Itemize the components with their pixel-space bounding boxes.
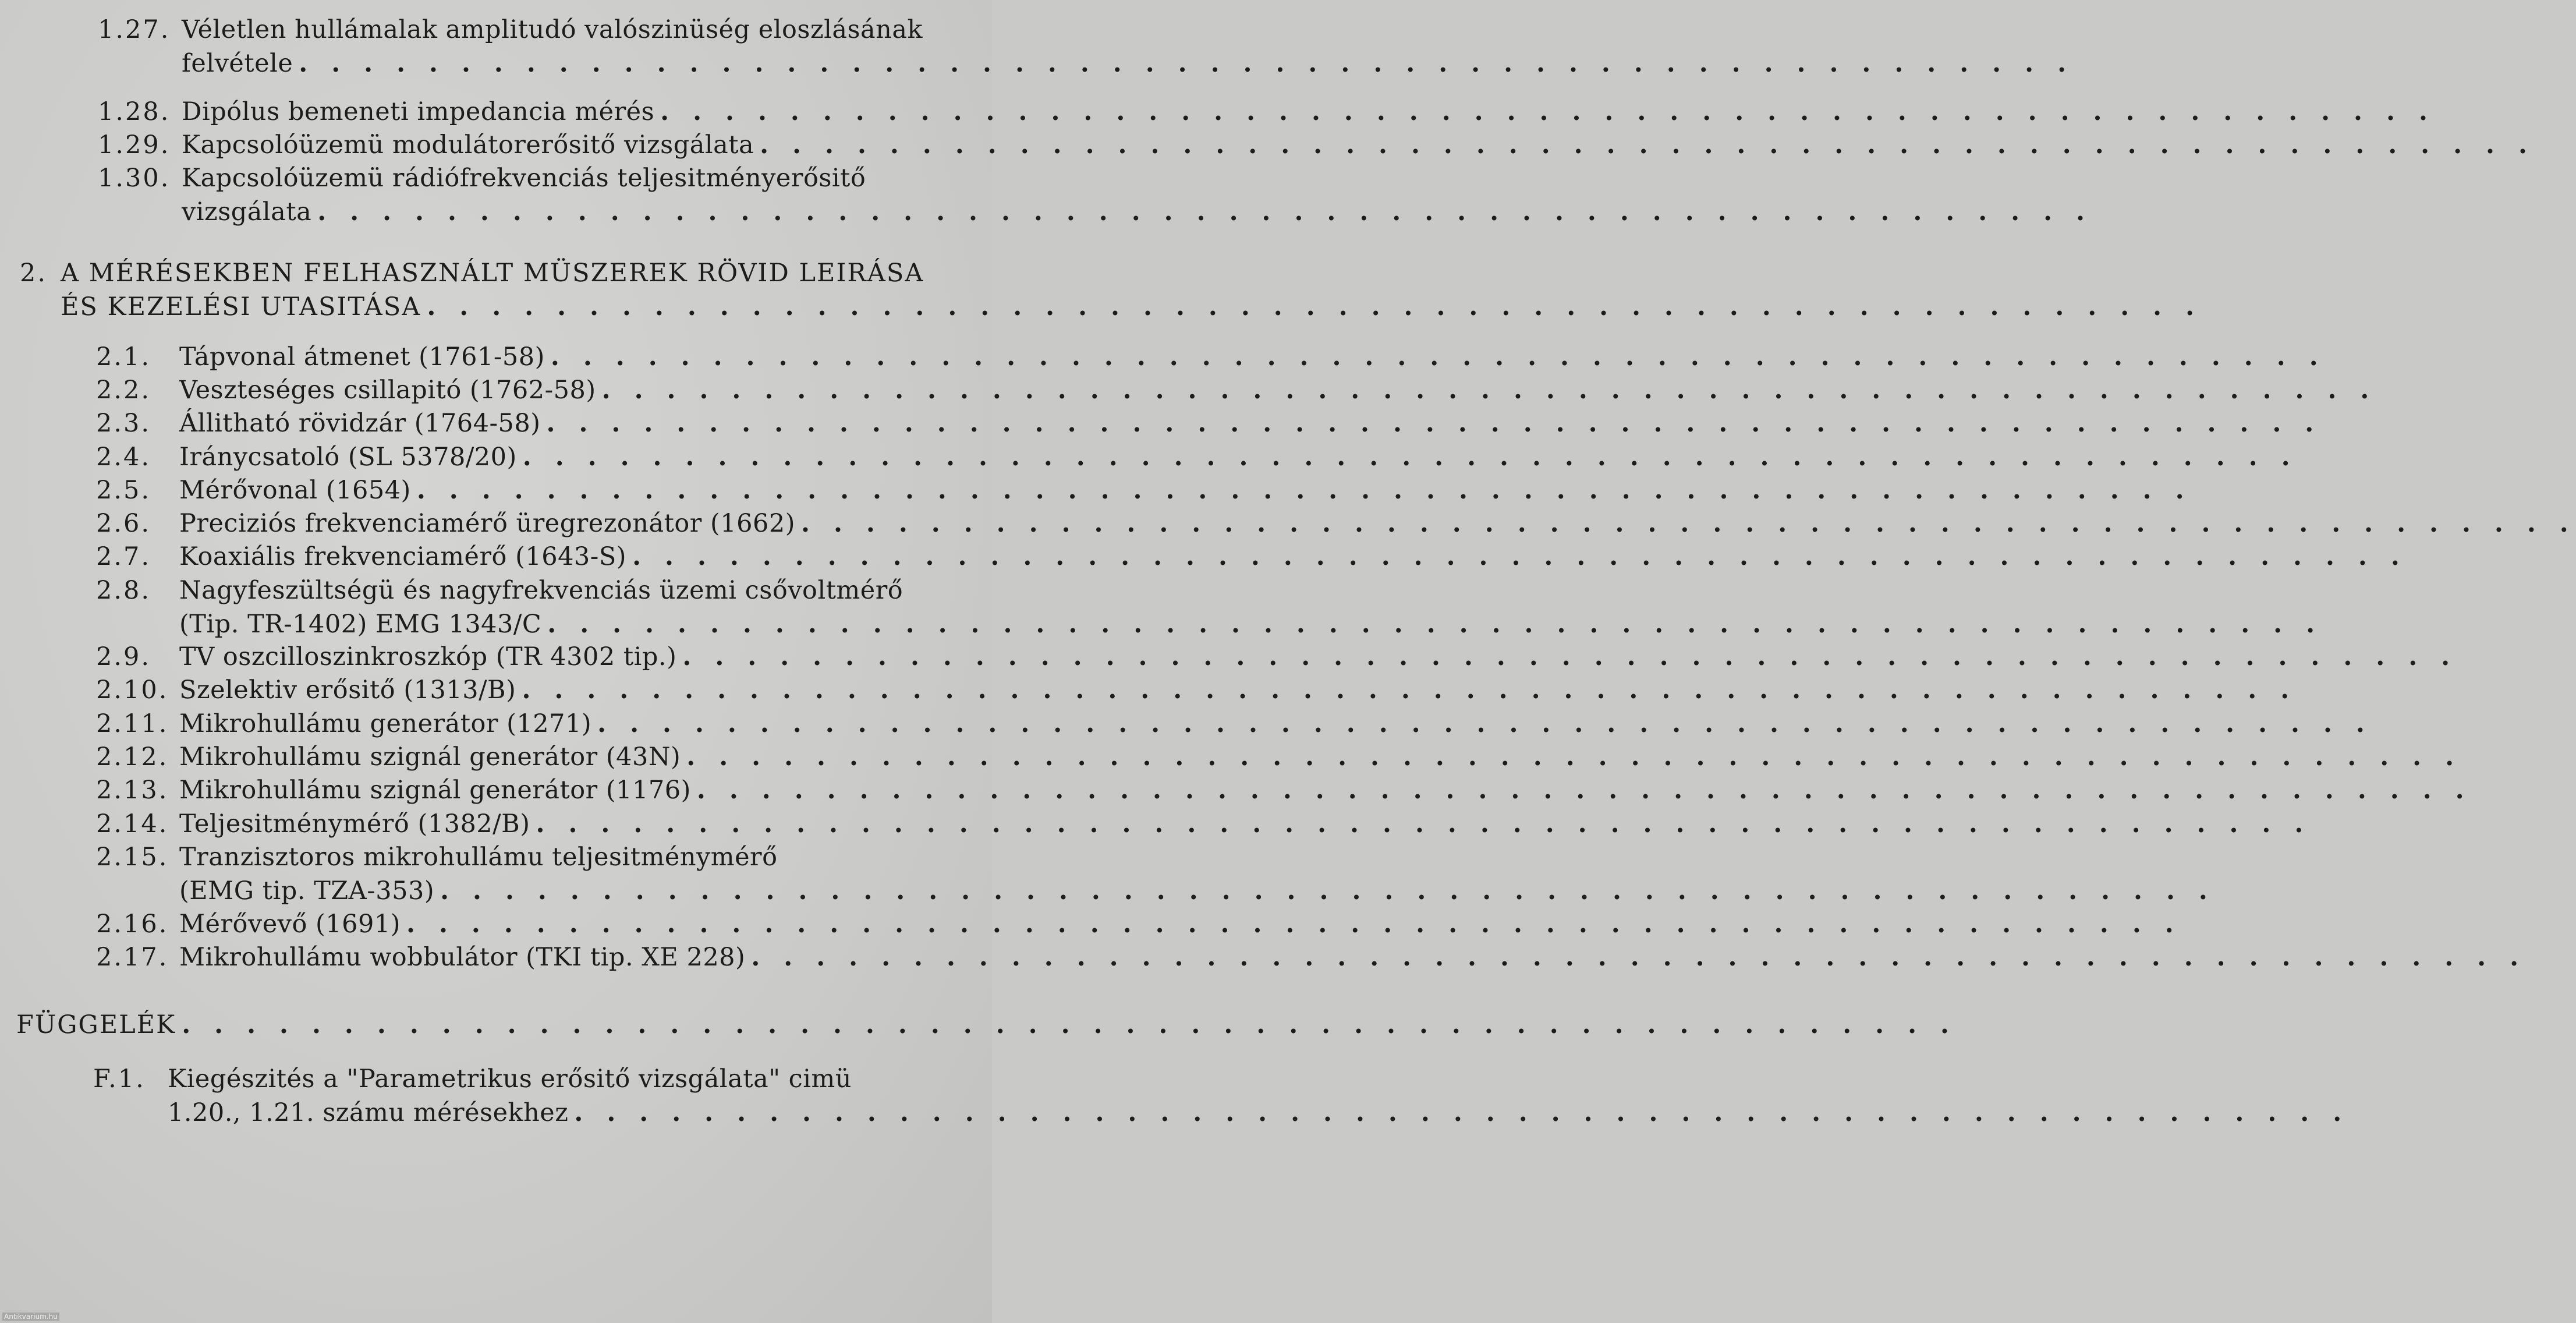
entry-title-line: (Tip. TR-1402) EMG 1343/C	[179, 610, 542, 639]
entry-title-line: Preciziós frekvenciamérő üregrezonátor (1662)	[179, 509, 795, 538]
dot-leader: . . . . . . . . . . . . . . . . . . . . . . . . . . . . . . . . . . . . . . . . . . . . . . . . . . . . . . .	[416, 476, 2192, 505]
dot-leader: . . . . . . . . . . . . . . . . . . . . . . . . . . . . . . . . . . . . . . . . . . . . . . . . . . . . . . .	[547, 610, 2323, 639]
entry-number: 2.1.	[96, 342, 151, 372]
entry-title-line: Veszteséges csillapitó (1762-58)	[179, 376, 596, 405]
dot-leader: . . . . . . . . . . . . . . . . . . . . . . . . . . . . . . . . . . . . . . . . . . . . . . . . . . . . . . .	[299, 49, 2074, 78]
dot-leader: . . . . . . . . . . . . . . . . . . . . . . . . . . . . . . . . . . . . . . . . . . . . . . . . . . . . . . .	[660, 97, 2435, 126]
entry-title-line: Iránycsatoló (SL 5378/20)	[179, 443, 517, 472]
appendix-title: FÜGGELÉK	[16, 1010, 176, 1039]
dot-leader: . . . . . . . . . . . . . . . . . . . . . . . . . . . . . . . . . . . . . . . . . . . . . . . . . . . . . . .	[546, 409, 2322, 438]
entry-title-line: Kiegészités a "Parametrikus erősitő vizsgálata" cimü	[168, 1064, 852, 1094]
entry-title-line: Dipólus bemeneti impedancia mérés	[182, 97, 655, 126]
entry-number: 2.5.	[96, 476, 151, 505]
dot-leader: . . . . . . . . . . . . . . . . . . . . . . . . . . . . . . . . . . . . . . . . . . . . . . . . . . . . . . .	[751, 943, 2527, 972]
entry-number: 2.8.	[96, 576, 151, 605]
entry-number: 2.11.	[96, 709, 169, 738]
entry-title-line: 1.20., 1.21. számu mérésekhez	[168, 1098, 569, 1127]
entry-title-line: Kapcsolóüzemü rádiófrekvenciás teljesitményerősitő	[182, 164, 866, 193]
entry-title-line: Szelektiv erősitő (1313/B)	[179, 675, 516, 705]
entry-title-line: (EMG tip. TZA-353)	[179, 876, 435, 905]
entry-number: F.1.	[93, 1064, 146, 1094]
entry-number: 2.17.	[96, 943, 169, 972]
watermark: Antikvarium.hu	[2, 1313, 59, 1321]
appendix-heading	[16, 1008, 1957, 1042]
dot-leader: . . . . . . . . . . . . . . . . . . . . . . . . . . . . . . . . . . . . . . . . . . . . . . . . . . . . . . .	[632, 542, 2407, 571]
dot-leader: . . . . . . . . . . . . . . . . . . . . . . . . . . . . . . . . . . . . . . . . . . . . . . . . . . . . . . .	[601, 376, 2377, 405]
entry-number: 2.2.	[96, 376, 151, 405]
entry-title-line: Mikrohullámu szignál generátor (43N)	[179, 742, 681, 772]
entry-title-line: Nagyfeszültségü és nagyfrekvenciás üzemi csővoltmérő	[179, 576, 903, 605]
entry-number: 2.12.	[96, 742, 169, 772]
entry-number: 2.14.	[96, 809, 169, 839]
entry-title-line: TV oszcilloszinkroszkóp (TR 4302 tip.)	[179, 642, 677, 671]
entry-title-line: felvétele	[182, 49, 293, 78]
entry-title-line: Mérővevő (1691)	[179, 910, 401, 939]
entry-number: 1.30.	[98, 164, 171, 193]
dot-leader: . . . . . . . . . . . . . . . . . . . . . . . . . . . . . . . . . . . . . . . . . . . . . . . . . . . . . . .	[522, 675, 2297, 705]
dot-leader: . . . . . . . . . . . . . . . . . . . . . . . . . . . . . . . . . . . . . . . . . . . . . . . . . . . . . . .	[440, 876, 2215, 905]
entry-title-line: Teljesitménymérő (1382/B)	[179, 809, 530, 839]
entry-title-line: Tápvonal átmenet (1761-58)	[179, 342, 545, 372]
dot-leader: . . . . . . . . . . . . . . . . . . . . . . . . . . . . . . . . . . . . . . . . . . . . . . . . . . . . . . .	[522, 443, 2298, 472]
dot-leader: . . . . . . . . . . . . . . . . . . . . . . . . . . . . . . . . . . . . . . . . . . . . . . . . . . . . . . .	[574, 1098, 2350, 1127]
entry-title-line: Mikrohullámu wobbulátor (TKI tip. XE 228)	[179, 943, 746, 972]
dot-leader: . . . . . . . . . . . . . . . . . . . . . . . . . . . . . . . . . . . . . . . . . . . . . . . . . . . . . . .	[696, 776, 2472, 805]
entry-number: 2.6.	[96, 509, 151, 538]
dot-leader: . . . . . . . . . . . . . . . . . . . . . . . . . . . . . . . . . . . . . . . . . . . . . . . . . . . . . . .	[686, 742, 2462, 772]
entry-number: 2.13.	[96, 776, 169, 805]
dot-leader: . . . . . . . . . . . . . . . . . . . . . . . . . . . . . . . . . . . . . . . . . . . . . . . . . . . . . . .	[427, 292, 2202, 321]
dot-leader: . . . . . . . . . . . . . . . . . . . . . . . . . . . . . . . . . . . . . . . . . . . . . . . . . . . . . . .	[550, 342, 2326, 372]
entry-number: 1.28.	[98, 97, 171, 126]
entry-number: 2.15.	[96, 843, 169, 872]
entry-number: 1.29.	[98, 130, 171, 160]
entry-title-line: Kapcsolóüzemü modulátorerősitő vizsgálata	[182, 130, 754, 160]
dot-leader: . . . . . . . . . . . . . . . . . . . . . . . . . . . . . . . . . . . . . . . . . . . . . . . . . . . . . . .	[682, 642, 2458, 671]
entry-title-line: Véletlen hullámalak amplitudó valószinüség eloszlásának	[182, 15, 923, 44]
dot-leader: . . . . . . . . . . . . . . . . . . . . . . . . . . . . . . . . . . . . . . . . . . . . . . . . . . . . . . .	[597, 709, 2372, 738]
dot-leader: . . . . . . . . . . . . . . . . . . . . . . . . . . . . . . . . . . . . . . . . . . . . . . . . . . . . . . .	[760, 130, 2535, 160]
entry-number: 2.9.	[96, 642, 151, 671]
dot-leader: . . . . . . . . . . . . . . . . . . . . . . . . . . . . . . . . . . . . . . . . . . . . . . . . . . . . . . .	[406, 910, 2181, 939]
entry-number: 1.27.	[98, 15, 171, 44]
entry-number: 2.3.	[96, 409, 151, 438]
entry-number: 2.16.	[96, 910, 169, 939]
entry-title-line: Tranzisztoros mikrohullámu teljesitménymérő	[179, 843, 778, 872]
entry-number: 2.10.	[96, 675, 169, 705]
entry-title-line: vizsgálata	[182, 197, 312, 227]
entry-title-line: Állitható rövidzár (1764-58)	[179, 409, 541, 438]
entry-title-line: Mérővonal (1654)	[179, 476, 411, 505]
dot-leader: . . . . . . . . . . . . . . . . . . . . . . . . . . . . . . . . . . . . . . . . . . . . . . . . . . . . . . .	[801, 509, 2576, 538]
entry-number: 2.7.	[96, 542, 151, 571]
entry-title-line: Mikrohullámu szignál generátor (1176)	[179, 776, 691, 805]
entry-title-line: A MÉRÉSEKBEN FELHASZNÁLT MÜSZEREK RÖVID LEIRÁSA	[61, 259, 924, 288]
entry-number: 2.4.	[96, 443, 151, 472]
dot-leader: . . . . . . . . . . . . . . . . . . . . . . . . . . . . . . . . . . . . . . . . . . . . . . . . . . . . . . .	[317, 197, 2092, 227]
entry-title-line: Koaxiális frekvenciamérő (1643-S)	[179, 542, 627, 571]
dot-leader: . . . . . . . . . . . . . . . . . . . . . . . . . . . . . . . . . . . . . . . . . . . . . . . . . . . . . . .	[536, 809, 2311, 839]
entry-title-line: Mikrohullámu generátor (1271)	[179, 709, 592, 738]
dot-leader: . . . . . . . . . . . . . . . . . . . . . . . . . . . . . . . . . . . . . . . . . . . . . . . . . . . . . . .	[182, 1010, 1957, 1039]
entry-number: 2.	[20, 259, 48, 288]
entry-title-line: ÉS KEZELÉSI UTASITÁSA	[61, 292, 421, 321]
